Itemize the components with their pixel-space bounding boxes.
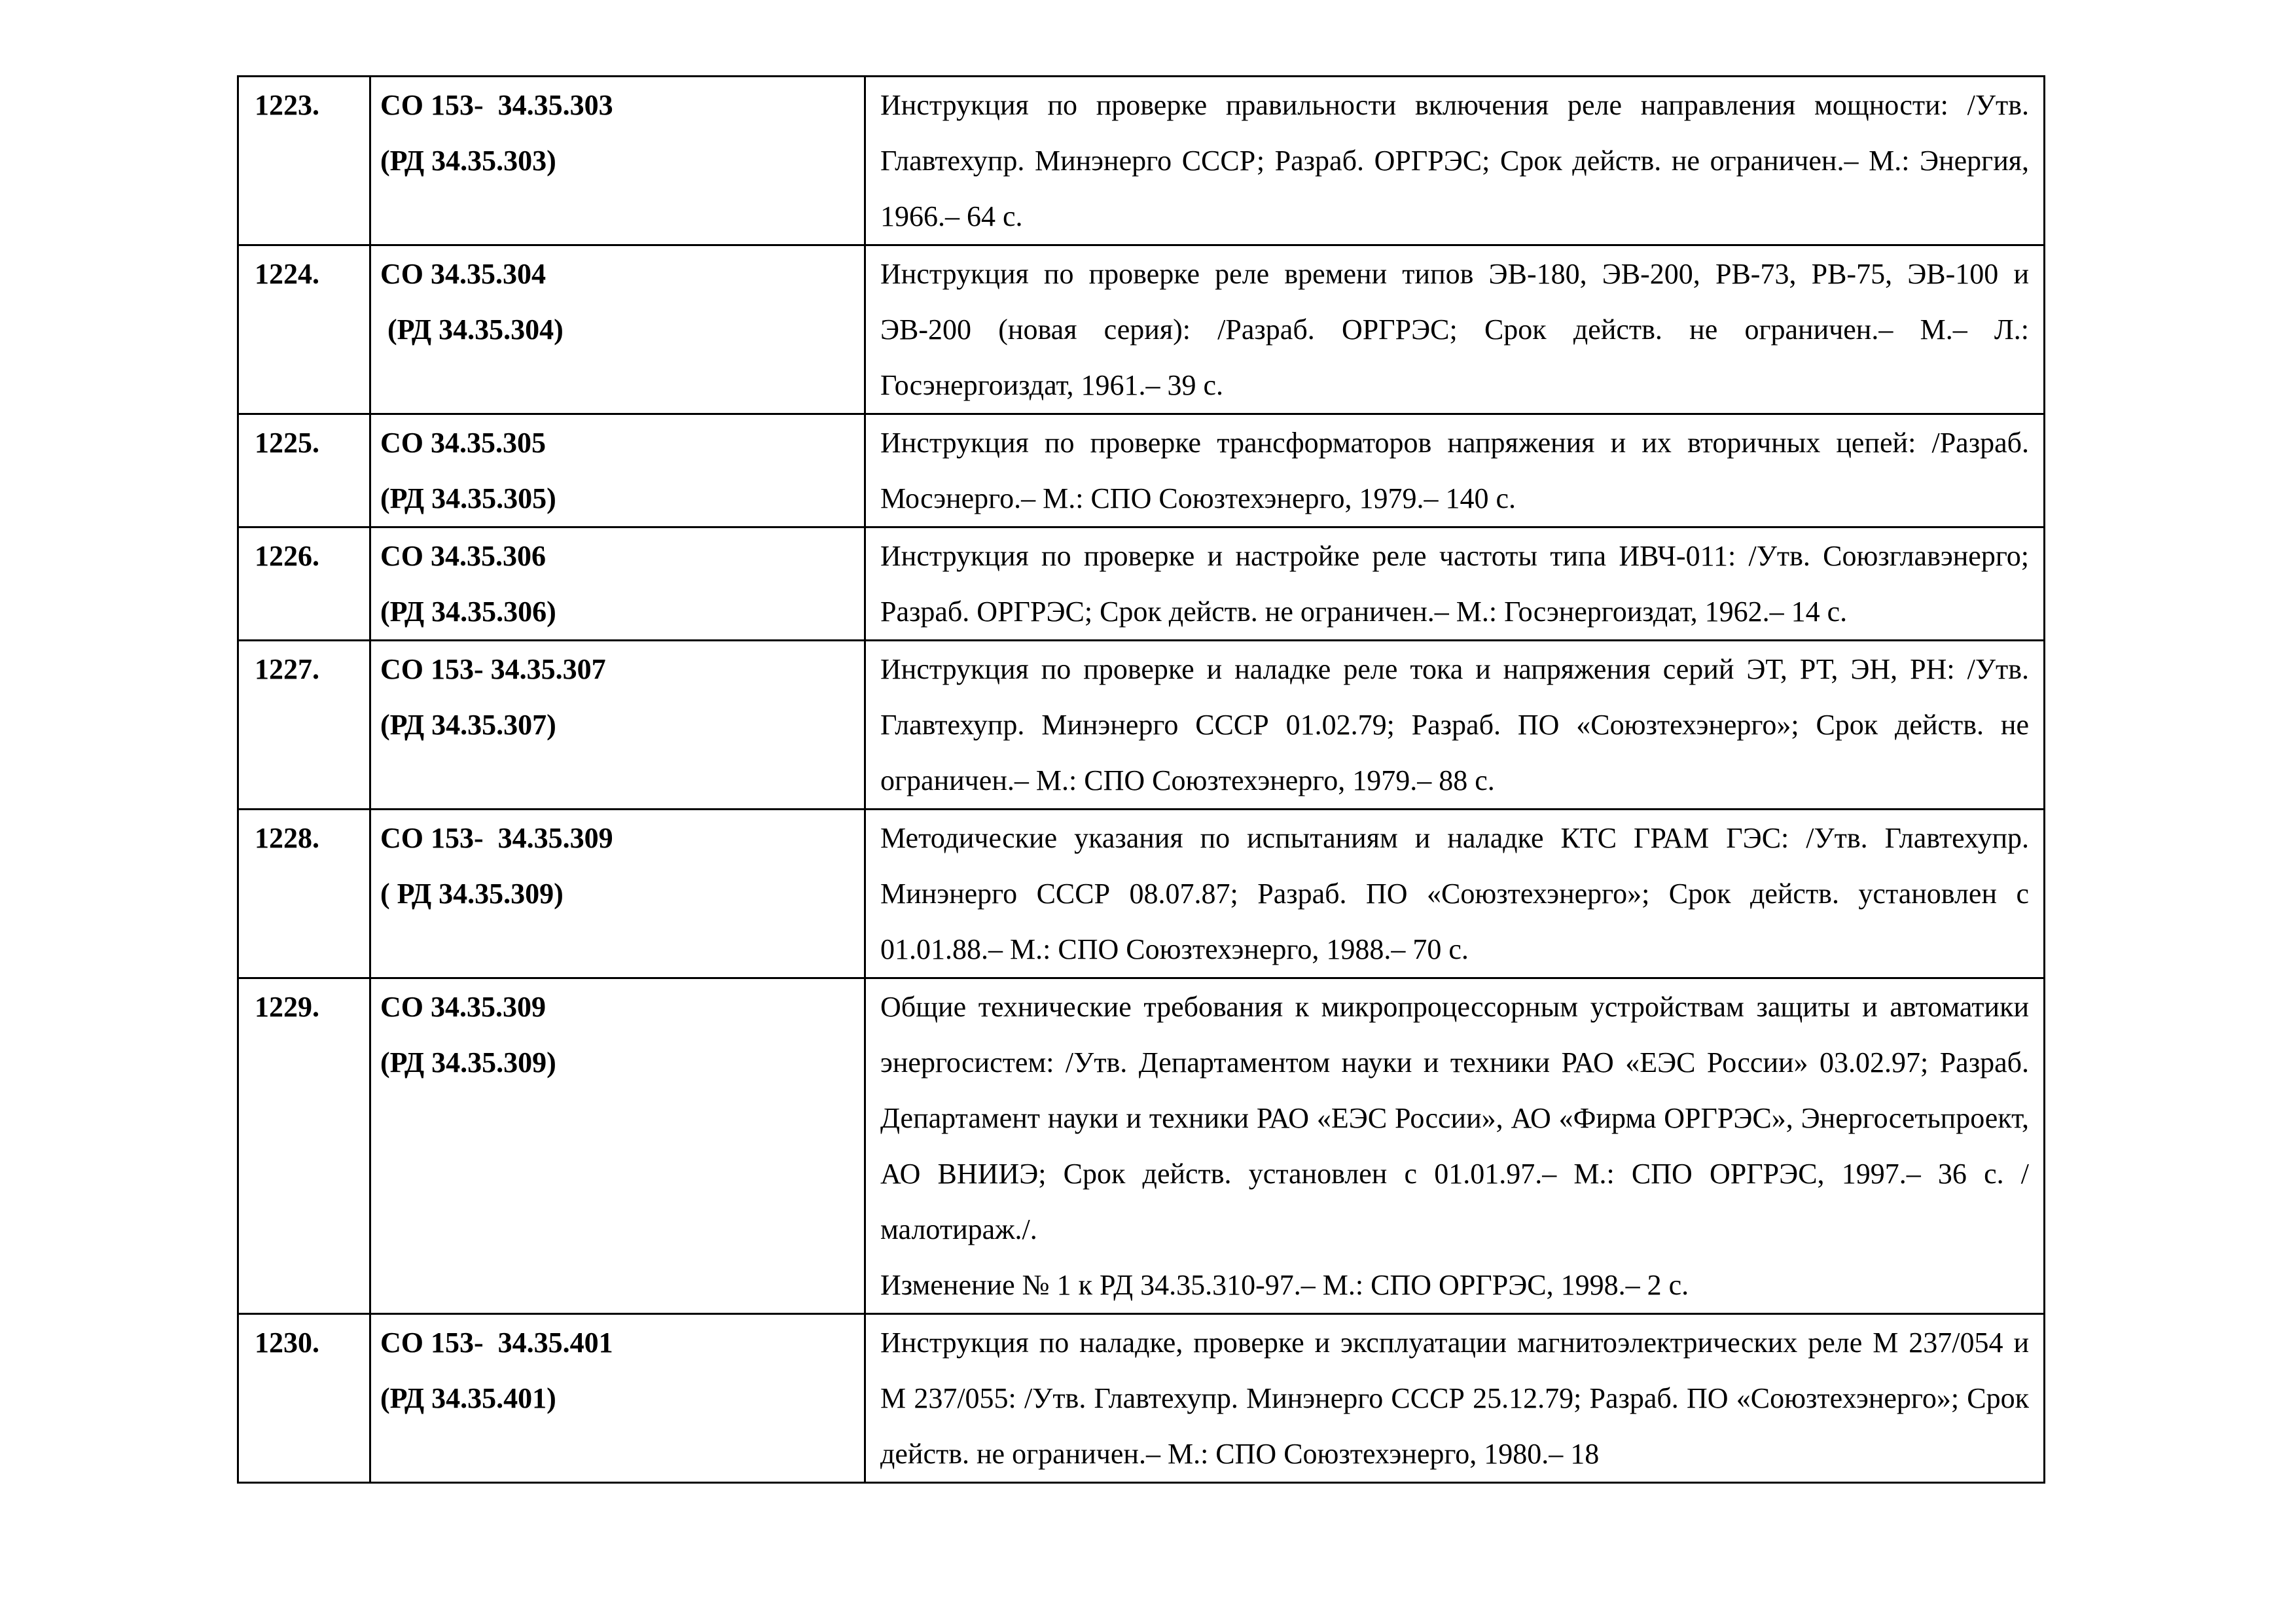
document-description-cell (865, 414, 2045, 527)
entry-number: 1223. (238, 77, 370, 245)
table-row (238, 414, 2045, 527)
table-row (238, 641, 2045, 810)
document-description: Инструкция по наладке, проверке и эксплуатации магнитоэлектрических реле М 237/054 и М 237/055: /Утв. Главтехупр. Минэнерго СССР 25.12.79; Разраб. ПО «Союзтехэнерго»; Срок действ. не ограничен.– М.: СПО Союзтехэнерго, 1980.– 18 (880, 1327, 2029, 1470)
document-code-cell (370, 978, 865, 1314)
entry-number: 1229. (238, 978, 370, 1314)
document-description-cell (865, 527, 2045, 641)
document-description-cell (865, 810, 2045, 978)
table-row (238, 810, 2045, 978)
document-code-cell (370, 1314, 865, 1483)
document-description: Инструкция по проверке трансформаторов напряжения и их вторичных цепей: /Разраб. Мосэнерго.– М.: СПО Союзтехэнерго, 1979.– 140 с. (880, 427, 2029, 514)
table-row (238, 245, 2045, 414)
so-code: СО 34.35.304 (380, 258, 546, 290)
so-code: СО 34.35.306 (380, 540, 546, 572)
so-code: СО 34.35.305 (380, 427, 546, 459)
rd-code: (РД 34.35.306) (380, 596, 556, 628)
document-description-cell (865, 77, 2045, 245)
amendment-note: Изменение № 1 к РД 34.35.310-97.– М.: СПО ОРГРЭС, 1998.– 2 с. (880, 1269, 1689, 1301)
so-code: СО 153- 34.35.309 (380, 822, 613, 854)
document-description-cell (865, 641, 2045, 810)
rd-code: (РД 34.35.305) (380, 482, 556, 514)
entry-number: 1224. (238, 245, 370, 414)
document-description: Общие технические требования к микропроцессорным устройствам защиты и автоматики энергосистем: /Утв. Департаментом науки и техники РАО «ЕЭС России» 03.02.97; Разраб. Департамент науки и техники РАО «ЕЭС России», АО «Фирма ОРГРЭС», Энергосетьпроект, АО ВНИИЭ; Срок действ. установлен с 01.01.97.– М.: СПО ОРГРЭС, 1997.– 36 с. /малотираж./. (880, 991, 2029, 1245)
rd-code: (РД 34.35.401) (380, 1382, 556, 1414)
table-row (238, 527, 2045, 641)
so-code: СО 153- 34.35.401 (380, 1327, 613, 1359)
table-row (238, 1314, 2045, 1483)
rd-code: (РД 34.35.307) (380, 709, 556, 741)
table-row (238, 978, 2045, 1314)
entry-number: 1228. (238, 810, 370, 978)
rd-code: (РД 34.35.309) (380, 1046, 556, 1079)
document-code-cell (370, 641, 865, 810)
entry-number: 1227. (238, 641, 370, 810)
rd-code: (РД 34.35.303) (380, 145, 556, 177)
entry-number: 1230. (238, 1314, 370, 1483)
entry-number: 1225. (238, 414, 370, 527)
document-description: Методические указания по испытаниям и наладке КТС ГРАМ ГЭС: /Утв. Главтехупр. Минэнерго СССР 08.07.87; Разраб. ПО «Союзтехэнерго»; Срок действ. установлен с 01.01.88.– М.: СПО Союзтехэнерго, 1988.– 70 с. (880, 822, 2029, 965)
rd-code: (РД 34.35.304) (380, 313, 564, 346)
rd-code: ( РД 34.35.309) (380, 878, 564, 910)
standards-registry-table (237, 75, 2045, 1484)
document-description: Инструкция по проверке и наладке реле тока и напряжения серий ЭТ, РТ, ЭН, РН: /Утв. Главтехупр. Минэнерго СССР 01.02.79; Разраб. ПО «Союзтехэнерго»; Срок действ. не ограничен.– М.: СПО Союзтехэнерго, 1979.– 88 с. (880, 653, 2029, 796)
document-description-cell (865, 978, 2045, 1314)
document-code-cell (370, 245, 865, 414)
document-description: Инструкция по проверке правильности включения реле направления мощности: /Утв. Главтехупр. Минэнерго СССР; Разраб. ОРГРЭС; Срок действ. не ограничен.– М.: Энергия, 1966.– 64 с. (880, 89, 2029, 232)
document-description: Инструкция по проверке реле времени типов ЭВ-180, ЭВ-200, РВ-73, РВ-75, ЭВ-100 и ЭВ-200 (новая серия): /Разраб. ОРГРЭС; Срок действ. не ограничен.– М.– Л.: Госэнергоиздат, 1961.– 39 с. (880, 258, 2029, 401)
document-code-cell (370, 77, 865, 245)
document-description-cell (865, 245, 2045, 414)
document-description-cell (865, 1314, 2045, 1483)
so-code: СО 153- 34.35.303 (380, 89, 613, 121)
document-code-cell (370, 810, 865, 978)
document-description: Инструкция по проверке и настройке реле частоты типа ИВЧ-011: /Утв. Союзглавэнерго; Разраб. ОРГРЭС; Срок действ. не ограничен.– М.: Госэнергоиздат, 1962.– 14 с. (880, 540, 2029, 628)
so-code: СО 153- 34.35.307 (380, 653, 606, 685)
so-code: СО 34.35.309 (380, 991, 546, 1023)
entry-number: 1226. (238, 527, 370, 641)
document-code-cell (370, 527, 865, 641)
table-row (238, 77, 2045, 245)
document-code-cell (370, 414, 865, 527)
